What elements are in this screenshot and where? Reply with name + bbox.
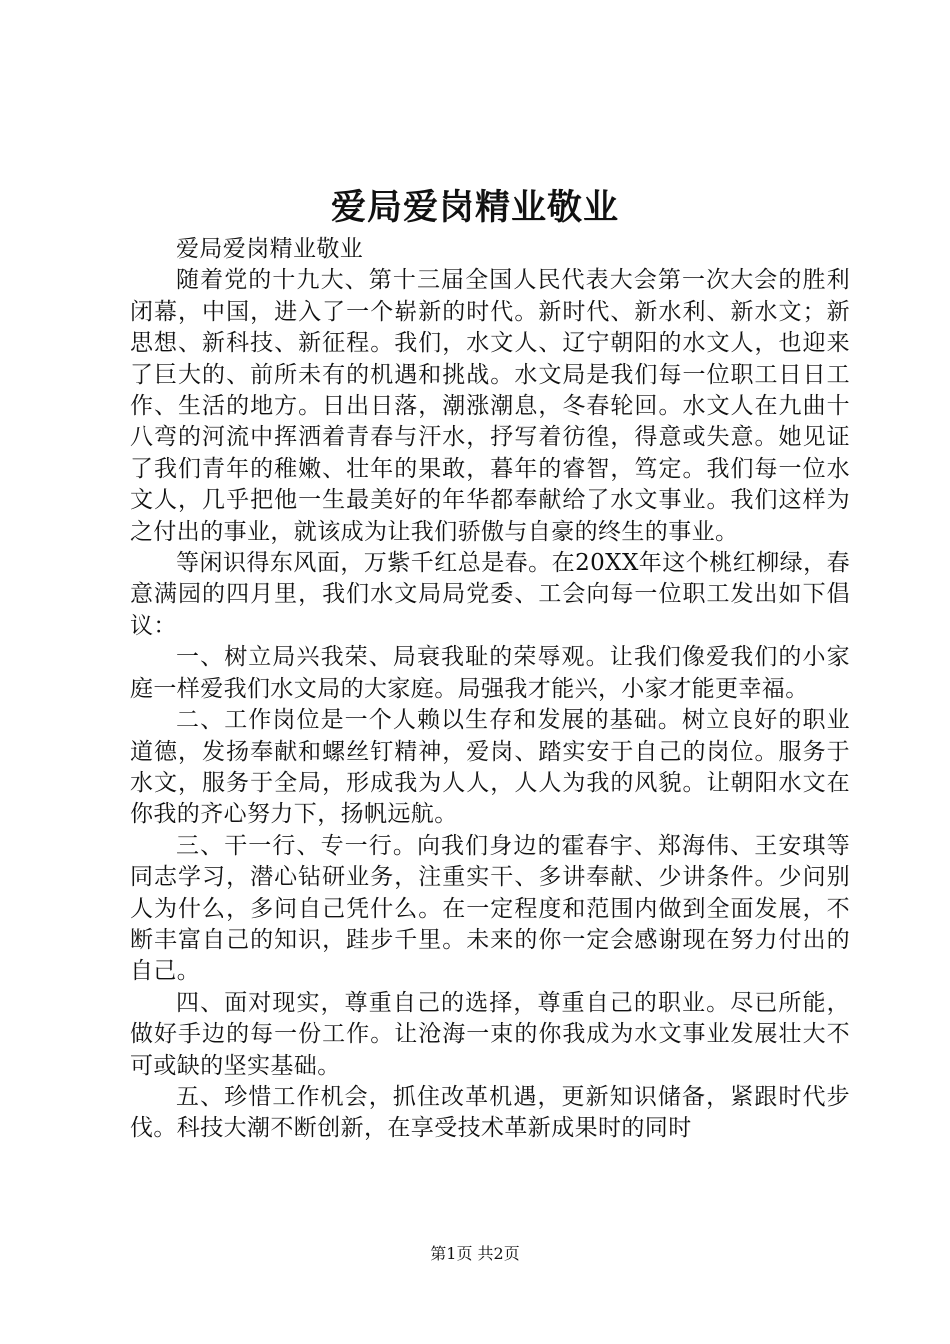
paragraph-heading: 爱局爱岗精业敬业 bbox=[176, 236, 364, 262]
paragraph-intro: 随着党的十九大、第十三届全国人民代表大会第一次大会的胜利闭幕，中国，进入了一个崭新的时代。新时代、新水利、新水文；新思想、新科技、新征程。我们，水文人、辽宁朝阳的水文人，也迎来了巨大的、前所未有的机遇和挑战。水文局是我们每一位职工日日工作、生活的地方。日出日落，潮涨潮息，冬春轮回。水文人在九曲十八弯的河流中挥洒着青春与汗水，抒写着彷徨，得意或失意。她见证了我们青年的稚嫩、壮年的果敢，暮年的睿智，笃定。我们每一位水文人，几乎把他一生最美好的年华都奉献给了水文事业。我们这样为之付出的事业，就该成为让我们骄傲与自豪的终生的事业。 bbox=[130, 267, 850, 545]
paragraph-item-3: 三、干一行、专一行。向我们身边的霍春宇、郑海伟、王安琪等同志学习，潜心钻研业务，注重实干、多讲奉献、少讲条件。少问别人为什么，多问自己凭什么。在一定程度和范围内做到全面发展，不断丰富自己的知识，跬步千里。未来的你一定会感谢现在努力付出的自己。 bbox=[130, 832, 850, 985]
paragraph-item-5: 五、珍惜工作机会，抓住改革机遇，更新知识储备，紧跟时代步伐。科技大潮不断创新，在享受技术革新成果时的同时 bbox=[130, 1083, 850, 1142]
document-title: 爱局爱岗精业敬业 bbox=[330, 187, 619, 228]
page-number-footer: 第1页 共2页 bbox=[430, 1244, 520, 1263]
paragraph-item-2: 二、工作岗位是一个人赖以生存和发展的基础。树立良好的职业道德，发扬奉献和螺丝钉精神，爱岗、踏实安于自己的岗位。服务于水文，服务于全局，形成我为人人，人人为我的风貌。让朝阳水文在你我的齐心努力下，扬帆远航。 bbox=[130, 707, 850, 828]
document-body bbox=[130, 234, 850, 1145]
paragraph-item-4: 四、面对现实，尊重自己的选择，尊重自己的职业。尽已所能，做好手边的每一份工作。让沧海一束的你我成为水文事业发展壮大不可或缺的坚实基础。 bbox=[130, 989, 850, 1079]
paragraph-item-1: 一、树立局兴我荣、局衰我耻的荣辱观。让我们像爱我们的小家庭一样爱我们水文局的大家庭。局强我才能兴，小家才能更幸福。 bbox=[130, 644, 850, 702]
paragraph-proposal: 等闲识得东风面，万紫千红总是春。在20XX年这个桃红柳绿，春意满园的四月里，我们水文局局党委、工会向每一位职工发出如下倡议： bbox=[130, 550, 850, 639]
